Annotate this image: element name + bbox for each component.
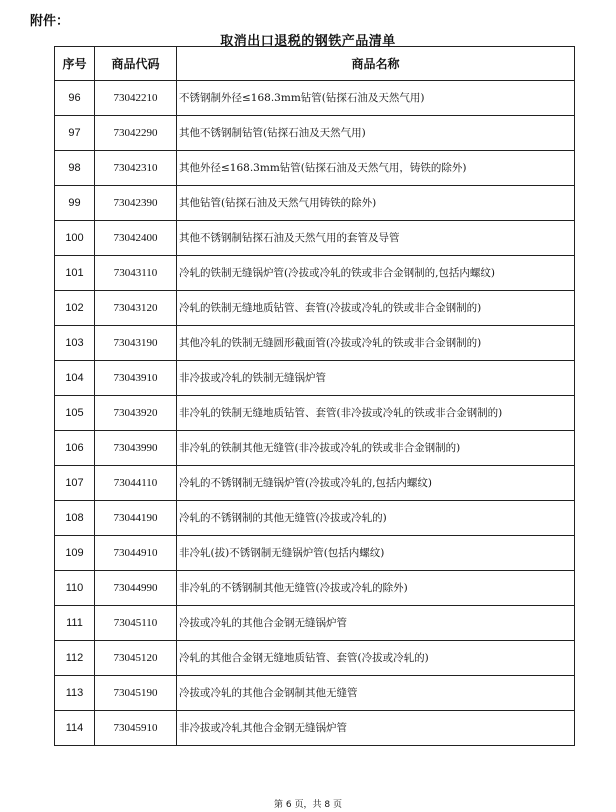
table-row bbox=[55, 326, 575, 361]
table-body bbox=[55, 81, 575, 746]
row-seq: 112 bbox=[55, 641, 95, 676]
table-header-row bbox=[55, 47, 575, 81]
row-seq: 111 bbox=[55, 606, 95, 641]
row-code: 73044910 bbox=[95, 536, 177, 571]
row-name: 冷轧的铁制无缝地质钻管、套管(冷拔或冷轧的铁或非合金钢制的) bbox=[177, 291, 575, 326]
row-code: 73045910 bbox=[95, 711, 177, 746]
row-seq: 113 bbox=[55, 676, 95, 711]
header-seq: 序号 bbox=[55, 47, 95, 81]
row-seq: 99 bbox=[55, 186, 95, 221]
row-code: 73043920 bbox=[95, 396, 177, 431]
row-name: 非冷轧(拔)不锈钢制无缝锅炉管(包括内螺纹) bbox=[177, 536, 575, 571]
row-seq: 104 bbox=[55, 361, 95, 396]
table-row bbox=[55, 361, 575, 396]
table-row bbox=[55, 641, 575, 676]
row-code: 73042290 bbox=[95, 116, 177, 151]
header-name: 商品名称 bbox=[177, 47, 575, 81]
row-seq: 106 bbox=[55, 431, 95, 466]
row-code: 73043120 bbox=[95, 291, 177, 326]
table-row bbox=[55, 571, 575, 606]
row-seq: 100 bbox=[55, 221, 95, 256]
row-name: 冷轧的其他合金钢无缝地质钻管、套管(冷拔或冷轧的) bbox=[177, 641, 575, 676]
row-code: 73045120 bbox=[95, 641, 177, 676]
row-seq: 97 bbox=[55, 116, 95, 151]
row-seq: 107 bbox=[55, 466, 95, 501]
table-row bbox=[55, 151, 575, 186]
row-seq: 103 bbox=[55, 326, 95, 361]
row-name: 冷轧的不锈钢制的其他无缝管(冷拔或冷轧的) bbox=[177, 501, 575, 536]
row-seq: 96 bbox=[55, 81, 95, 116]
document-title: 取消出口退税的钢铁产品清单 bbox=[220, 34, 396, 49]
row-code: 73043990 bbox=[95, 431, 177, 466]
table-row bbox=[55, 711, 575, 746]
row-seq: 110 bbox=[55, 571, 95, 606]
row-seq: 105 bbox=[55, 396, 95, 431]
page-footer: 第 6 页，共 8 页 bbox=[274, 800, 342, 810]
table-row bbox=[55, 291, 575, 326]
table-row bbox=[55, 396, 575, 431]
row-name: 其他冷轧的铁制无缝圆形截面管(冷拔或冷轧的铁或非合金钢制的) bbox=[177, 326, 575, 361]
row-name: 非冷拔或冷轧其他合金钢无缝锅炉管 bbox=[177, 711, 575, 746]
table-row bbox=[55, 466, 575, 501]
row-code: 73044990 bbox=[95, 571, 177, 606]
row-name: 冷拔或冷轧的其他合金钢制其他无缝管 bbox=[177, 676, 575, 711]
table-row bbox=[55, 256, 575, 291]
table-row bbox=[55, 81, 575, 116]
table-row bbox=[55, 116, 575, 151]
row-code: 73045190 bbox=[95, 676, 177, 711]
attachment-label: 附件： bbox=[30, 14, 70, 29]
row-name: 非冷轧的铁制其他无缝管(非冷拔或冷轧的铁或非合金钢制的) bbox=[177, 431, 575, 466]
row-code: 73043190 bbox=[95, 326, 177, 361]
row-name: 其他钻管(钻探石油及天然气用铸铁的除外) bbox=[177, 186, 575, 221]
row-name: 其他外径≤168.3mm钻管(钻探石油及天然气用，铸铁的除外) bbox=[177, 151, 575, 186]
row-seq: 101 bbox=[55, 256, 95, 291]
table-row bbox=[55, 186, 575, 221]
table-row bbox=[55, 676, 575, 711]
row-name: 其他不锈钢制钻探石油及天然气用的套管及导管 bbox=[177, 221, 575, 256]
table-row bbox=[55, 431, 575, 466]
row-code: 73045110 bbox=[95, 606, 177, 641]
row-code: 73043910 bbox=[95, 361, 177, 396]
table-row bbox=[55, 606, 575, 641]
row-seq: 109 bbox=[55, 536, 95, 571]
row-code: 73043110 bbox=[95, 256, 177, 291]
header-code: 商品代码 bbox=[95, 47, 177, 81]
row-name: 冷拔或冷轧的其他合金钢无缝锅炉管 bbox=[177, 606, 575, 641]
row-code: 73042390 bbox=[95, 186, 177, 221]
row-code: 73042310 bbox=[95, 151, 177, 186]
table-row bbox=[55, 501, 575, 536]
row-code: 73042400 bbox=[95, 221, 177, 256]
product-table bbox=[54, 46, 575, 746]
row-name: 非冷轧的铁制无缝地质钻管、套管(非冷拔或冷轧的铁或非合金钢制的) bbox=[177, 396, 575, 431]
row-code: 73044190 bbox=[95, 501, 177, 536]
row-code: 73044110 bbox=[95, 466, 177, 501]
row-seq: 114 bbox=[55, 711, 95, 746]
table-row bbox=[55, 536, 575, 571]
row-name: 非冷轧的不锈钢制其他无缝管(冷拔或冷轧的除外) bbox=[177, 571, 575, 606]
table-row bbox=[55, 221, 575, 256]
row-name: 非冷拔或冷轧的铁制无缝锅炉管 bbox=[177, 361, 575, 396]
row-seq: 108 bbox=[55, 501, 95, 536]
row-code: 73042210 bbox=[95, 81, 177, 116]
row-seq: 102 bbox=[55, 291, 95, 326]
row-seq: 98 bbox=[55, 151, 95, 186]
row-name: 不锈钢制外径≤168.3mm钻管(钻探石油及天然气用) bbox=[177, 81, 575, 116]
row-name: 其他不锈钢制钻管(钻探石油及天然气用) bbox=[177, 116, 575, 151]
row-name: 冷轧的不锈钢制无缝锅炉管(冷拔或冷轧的,包括内螺纹) bbox=[177, 466, 575, 501]
row-name: 冷轧的铁制无缝锅炉管(冷拔或冷轧的铁或非合金钢制的,包括内螺纹) bbox=[177, 256, 575, 291]
